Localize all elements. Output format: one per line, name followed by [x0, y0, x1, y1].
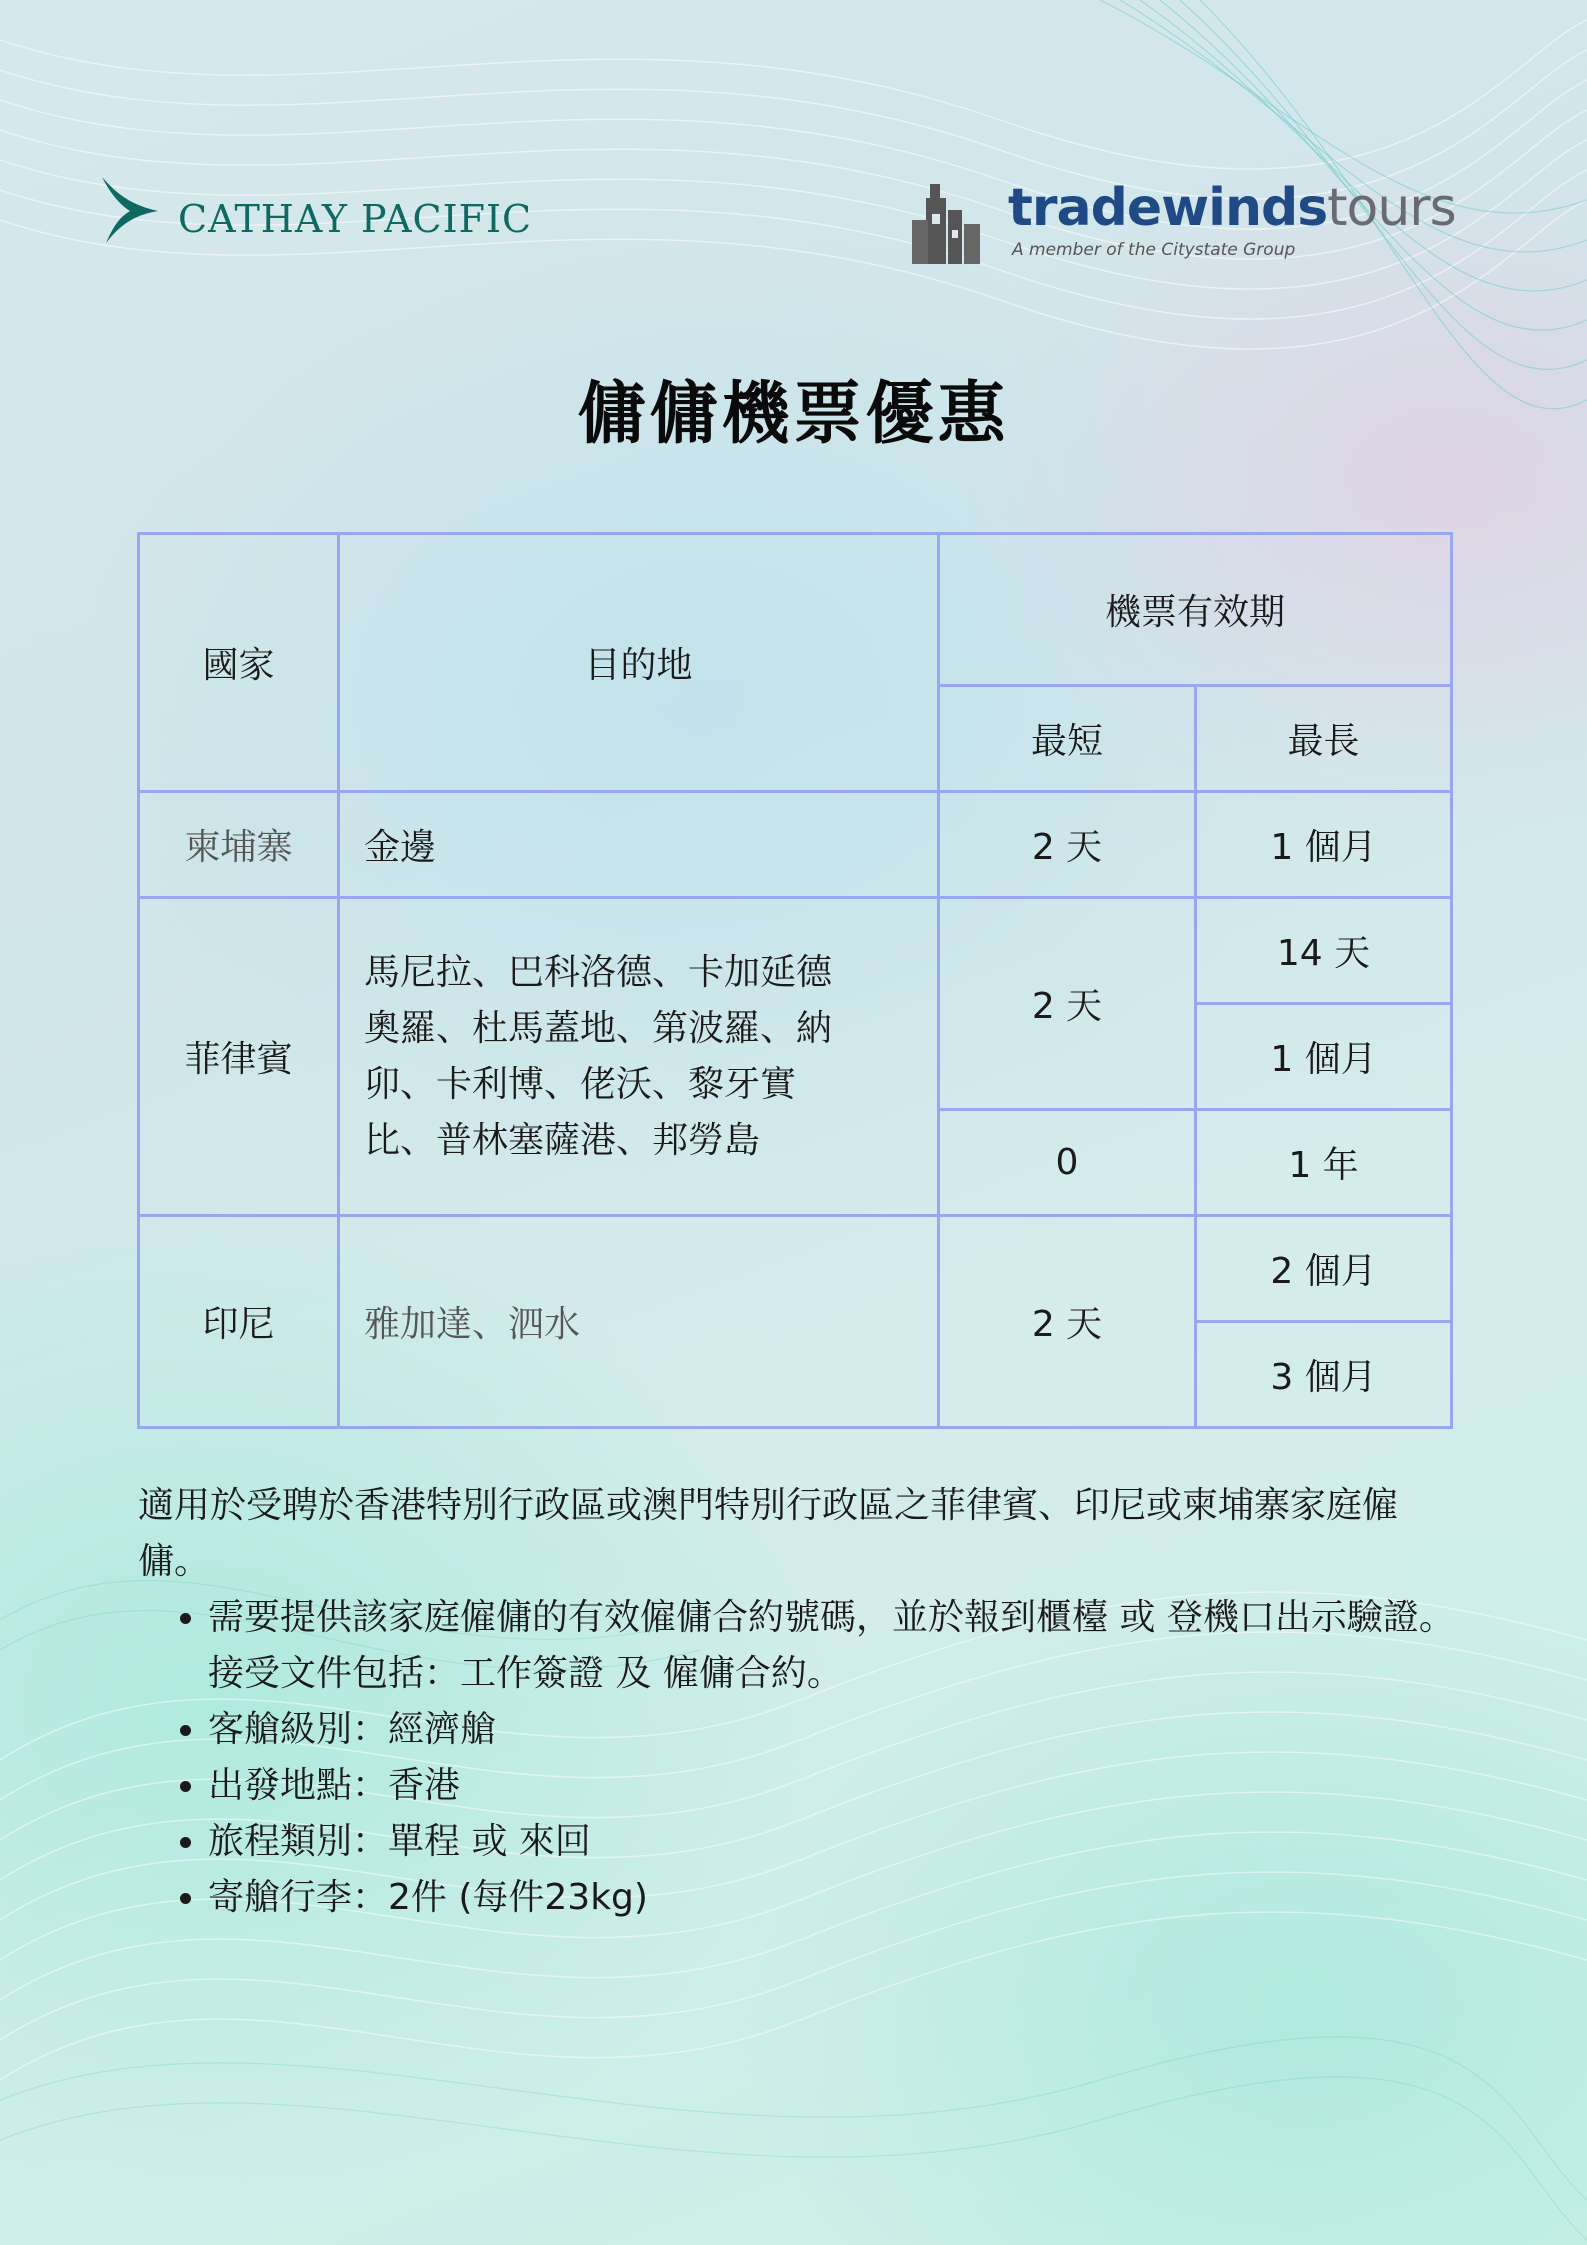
tradewinds-brand-b: tours: [1327, 178, 1456, 238]
max-cell: 1 年: [1196, 1110, 1452, 1216]
destination-line: 馬尼拉、巴科洛德、卡加延德: [364, 951, 833, 993]
eligibility-notes: [138, 1478, 1458, 1926]
max-cell: 3 個月: [1196, 1322, 1452, 1428]
destination-line: 卯、卡利博、佬沃、黎牙實: [364, 1063, 797, 1105]
destination-line: 奧羅、杜馬蓋地、第波羅、納: [364, 1007, 833, 1049]
tradewinds-tagline: A member of the Citystate Group: [1012, 240, 1296, 260]
max-cell: 1 個月: [1196, 1004, 1452, 1110]
header-max: 最長: [1196, 686, 1452, 792]
cathay-brushwing-icon: [100, 175, 164, 245]
min-cell: 0: [939, 1110, 1196, 1216]
page-title: 傭傭機票優惠: [577, 374, 1010, 454]
destination-line: 比、普林塞薩港、邦勞島: [364, 1119, 761, 1161]
notes-list: [138, 1590, 1458, 1926]
max-cell: 2 個月: [1196, 1216, 1452, 1322]
tradewinds-tours-logo: [910, 178, 1470, 268]
list-item: • 寄艙行李：2件 (每件23kg): [208, 1870, 1458, 1926]
tradewinds-brand-a: tradewinds: [1008, 178, 1328, 238]
max-cell: 1 個月: [1196, 792, 1452, 898]
tradewinds-tower-icon: [910, 180, 982, 264]
country-cell: 柬埔寨: [139, 792, 339, 898]
min-cell: 2 天: [939, 792, 1196, 898]
header-country: 國家: [139, 534, 339, 792]
list-item: • 出發地點：香港: [208, 1758, 1458, 1814]
header-destination: 目的地: [339, 534, 939, 792]
max-cell: 14 天: [1196, 898, 1452, 1004]
cathay-pacific-logo: [100, 175, 580, 255]
min-cell: 2 天: [939, 898, 1196, 1110]
destination-cell: 雅加達、泗水: [339, 1216, 939, 1428]
country-cell: 印尼: [139, 1216, 339, 1428]
min-cell: 2 天: [939, 1216, 1196, 1428]
header-validity: 機票有效期: [939, 534, 1452, 686]
table-row: [139, 1216, 1452, 1322]
tradewinds-wordmark: [1008, 178, 1456, 238]
cathay-pacific-wordmark: CATHAY PACIFIC: [178, 197, 533, 241]
fare-table: [137, 532, 1453, 1429]
destination-cell: [339, 898, 939, 1216]
table-row: [139, 898, 1452, 1004]
list-item: • 需要提供該家庭僱傭的有效僱傭合約號碼，並於報到櫃檯 或 登機口出示驗證。接受文件包括：工作簽證 及 僱傭合約。: [208, 1590, 1458, 1702]
country-cell: 菲律賓: [139, 898, 339, 1216]
list-item: • 客艙級別：經濟艙: [208, 1702, 1458, 1758]
header-min: 最短: [939, 686, 1196, 792]
list-item: • 旅程類別：單程 或 來回: [208, 1814, 1458, 1870]
destination-cell: 金邊: [339, 792, 939, 898]
notes-intro: 適用於受聘於香港特別行政區或澳門特別行政區之菲律賓、印尼或柬埔寨家庭僱傭。: [138, 1485, 1399, 1582]
table-row: [139, 792, 1452, 898]
